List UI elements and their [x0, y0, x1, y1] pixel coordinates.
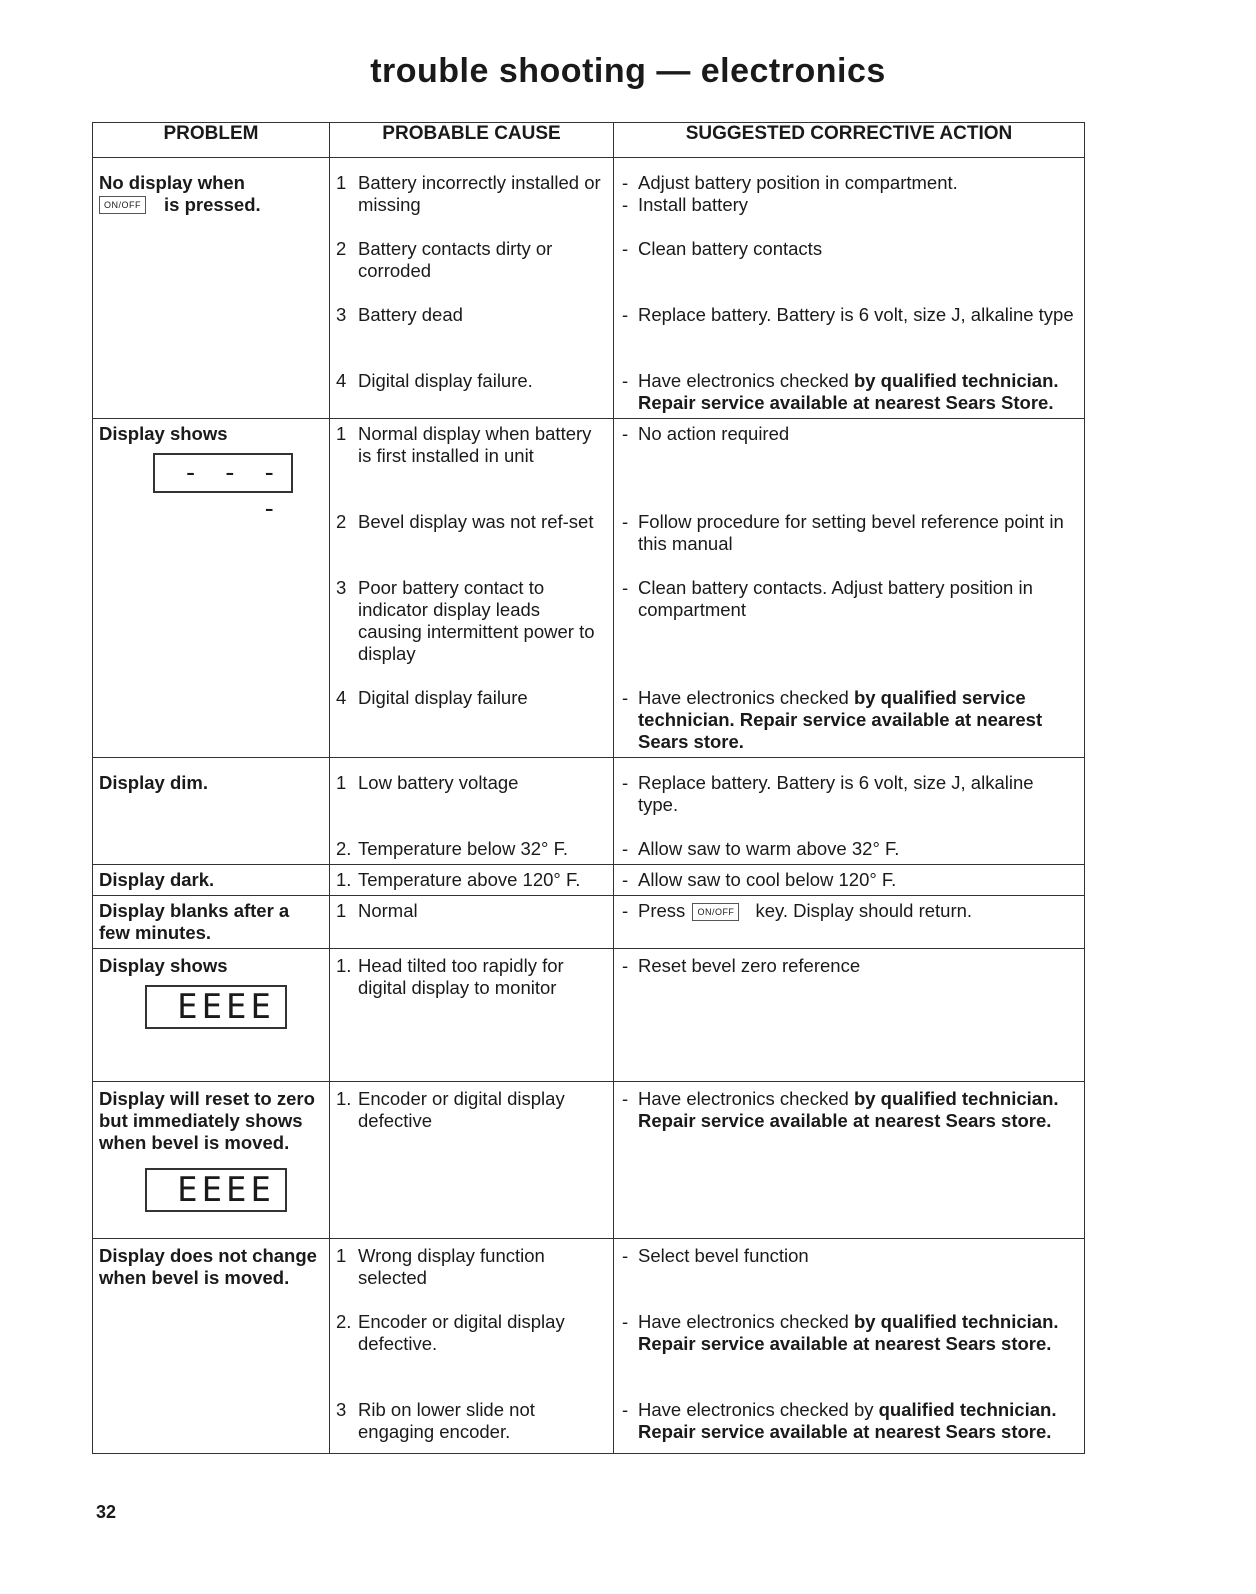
- action-text: Install battery: [638, 194, 749, 215]
- bullet-dash: -: [622, 1088, 629, 1109]
- bullet-dash: -: [622, 194, 629, 215]
- bullet-dash: -: [622, 423, 629, 444]
- action-group: [620, 772, 1078, 838]
- table-row: [93, 1082, 1085, 1239]
- cause-text: Temperature above 120° F.: [358, 869, 581, 890]
- cause-text: Encoder or digital display defective.: [358, 1311, 565, 1354]
- cause-cell: [330, 1082, 614, 1239]
- header-probable-cause: PROBABLE CAUSE: [330, 123, 614, 158]
- bullet-dash: -: [622, 772, 629, 793]
- cause-cell: [330, 896, 614, 949]
- cause-item: [336, 1399, 607, 1443]
- cause-item: [336, 687, 607, 709]
- page-number: 32: [96, 1502, 117, 1522]
- table-row: [93, 949, 1085, 1082]
- action-group: [620, 304, 1078, 370]
- action-text: Follow procedure for setting bevel reference point in this manual: [638, 511, 1064, 554]
- cause-number: 3: [336, 1399, 347, 1420]
- cause-item: [336, 772, 607, 838]
- lcd-display-icon: - - - -: [153, 453, 293, 493]
- cause-number: 1: [336, 772, 347, 793]
- action-text: Select bevel function: [638, 1245, 809, 1266]
- cause-cell: [330, 1239, 614, 1454]
- header-corrective-action: SUGGESTED CORRECTIVE ACTION: [614, 123, 1085, 158]
- bullet-dash: -: [622, 869, 629, 890]
- table-row: [93, 419, 1085, 758]
- cause-number: 1: [336, 900, 347, 921]
- action-text: No action required: [638, 423, 790, 444]
- cause-item: [336, 238, 607, 304]
- cause-number: 2.: [336, 838, 352, 859]
- cause-text: Battery incorrectly installed or missing: [358, 172, 601, 215]
- cause-number: 1.: [336, 1088, 352, 1109]
- action-text-bold: by qualified technician. Repair service available at nearest Sears store.: [638, 1311, 1059, 1354]
- table-row: [93, 865, 1085, 896]
- problem-cell: [93, 1082, 330, 1239]
- cause-item: [336, 370, 607, 392]
- action-group: [620, 1311, 1078, 1399]
- cause-text: Poor battery contact to indicator display leads causing intermittent power to display: [358, 577, 595, 664]
- bullet-dash: -: [622, 1399, 629, 1420]
- action-cell: [614, 158, 1085, 419]
- cause-number: 2: [336, 511, 347, 532]
- cause-cell: [330, 949, 614, 1082]
- bullet-dash: -: [622, 172, 629, 193]
- action-group: [620, 955, 1078, 1071]
- problem-text: Display shows: [99, 955, 228, 976]
- problem-text: Display blanks after a few minutes.: [99, 900, 290, 943]
- action-text-bold: qualified technician. Repair service available at nearest Sears store.: [638, 1399, 1057, 1442]
- problem-cell: [93, 419, 330, 758]
- action-text-bold: by qualified technician. Repair service available at nearest Sears Store.: [638, 370, 1059, 413]
- cause-item: [336, 1245, 607, 1311]
- bullet-dash: -: [622, 1245, 629, 1266]
- cause-item: [336, 511, 607, 577]
- bullet-dash: -: [622, 1311, 629, 1332]
- problem-text: Display dim.: [99, 772, 208, 793]
- problem-cell: [93, 158, 330, 419]
- problem-cell: [93, 896, 330, 949]
- action-text-bold: by qualified technician. Repair service available at nearest Sears store.: [638, 1088, 1059, 1131]
- action-text-bold: by qualified service technician. Repair service available at nearest Sears store.: [638, 687, 1043, 752]
- cause-item: [336, 577, 607, 687]
- cause-number: 1: [336, 172, 347, 193]
- action-group: [620, 238, 1078, 304]
- problem-cell: [93, 758, 330, 865]
- cause-text: Normal display when battery is first installed in unit: [358, 423, 592, 466]
- cause-number: 4: [336, 687, 347, 708]
- action-text: Have electronics checked: [638, 370, 854, 391]
- cause-item: [336, 1311, 607, 1399]
- cause-item: [336, 1088, 607, 1228]
- action-group: [620, 900, 1078, 922]
- lcd-display-icon: EEEE: [145, 1168, 287, 1212]
- action-text: Press: [638, 900, 686, 921]
- action-group: [620, 687, 1078, 753]
- action-text: Allow saw to cool below 120° F.: [638, 869, 897, 890]
- action-cell: [614, 1082, 1085, 1239]
- cause-number: 2: [336, 238, 347, 259]
- table-row: [93, 896, 1085, 949]
- cause-number: 1: [336, 423, 347, 444]
- action-group: [620, 1399, 1078, 1443]
- cause-text: Battery contacts dirty or corroded: [358, 238, 553, 281]
- action-group: [620, 370, 1078, 414]
- problem-cell: [93, 865, 330, 896]
- cause-item: [336, 172, 607, 238]
- cause-number: 1.: [336, 955, 352, 976]
- on-off-key-icon: ON/OFF: [99, 196, 146, 214]
- bullet-dash: -: [622, 838, 629, 859]
- problem-text: Display shows: [99, 423, 228, 444]
- header-problem: PROBLEM: [93, 123, 330, 158]
- bullet-dash: -: [622, 687, 629, 708]
- bullet-dash: -: [622, 304, 629, 325]
- action-cell: [614, 896, 1085, 949]
- troubleshooting-table: [92, 122, 1085, 1454]
- on-off-key-icon: ON/OFF: [692, 903, 739, 921]
- cause-number: 4: [336, 370, 347, 391]
- action-group: [620, 1245, 1078, 1311]
- action-cell: [614, 419, 1085, 758]
- action-text-suffix: key. Display should return.: [755, 900, 973, 921]
- cause-number: 1: [336, 1245, 347, 1266]
- cause-cell: [330, 758, 614, 865]
- action-text: Clean battery contacts: [638, 238, 823, 259]
- action-group: [620, 511, 1078, 577]
- problem-cell: [93, 1239, 330, 1454]
- table-row: [93, 158, 1085, 419]
- cause-number: 3: [336, 304, 347, 325]
- cause-text: Rib on lower slide not engaging encoder.: [358, 1399, 535, 1442]
- cause-item: [336, 304, 607, 370]
- action-cell: [614, 758, 1085, 865]
- action-group: [620, 1088, 1078, 1228]
- action-text: Allow saw to warm above 32° F.: [638, 838, 900, 859]
- lcd-display-icon: EEEE: [145, 985, 287, 1029]
- cause-item: [336, 838, 607, 860]
- action-text: Reset bevel zero reference: [638, 955, 861, 976]
- cause-item: [336, 423, 607, 511]
- cause-number: 1.: [336, 869, 352, 890]
- action-text: Have electronics checked: [638, 1311, 854, 1332]
- cause-number: 2.: [336, 1311, 352, 1332]
- action-text: Clean battery contacts. Adjust battery position in compartment: [638, 577, 1033, 620]
- header-row: [93, 123, 1085, 158]
- cause-text: Encoder or digital display defective: [358, 1088, 565, 1131]
- cause-number: 3: [336, 577, 347, 598]
- action-cell: [614, 949, 1085, 1082]
- action-group: [620, 172, 1078, 238]
- action-text: Have electronics checked by: [638, 1399, 879, 1420]
- action-cell: [614, 865, 1085, 896]
- cause-cell: [330, 419, 614, 758]
- cause-item: [336, 955, 607, 1071]
- cause-text: Normal: [358, 900, 418, 921]
- action-group: [620, 869, 1078, 891]
- page-title: trouble shooting — electronics: [370, 52, 886, 90]
- cause-text: Digital display failure: [358, 687, 528, 708]
- action-text: Replace battery. Battery is 6 volt, size J, alkaline type: [638, 304, 1074, 325]
- cause-item: [336, 869, 607, 891]
- bullet-dash: -: [622, 511, 629, 532]
- problem-text-suffix: is pressed.: [164, 194, 261, 215]
- bullet-dash: -: [622, 955, 629, 976]
- cause-cell: [330, 158, 614, 419]
- cause-text: Battery dead: [358, 304, 463, 325]
- problem-cell: [93, 949, 330, 1082]
- cause-text: Wrong display function selected: [358, 1245, 545, 1288]
- problem-text: Display will reset to zero but immediately shows when bevel is moved.: [99, 1088, 315, 1153]
- table-row: [93, 758, 1085, 865]
- cause-text: Digital display failure.: [358, 370, 533, 391]
- cause-cell: [330, 865, 614, 896]
- bullet-dash: -: [622, 370, 629, 391]
- problem-text: Display dark.: [99, 869, 215, 890]
- problem-text: Display does not change when bevel is moved.: [99, 1245, 317, 1288]
- action-cell: [614, 1239, 1085, 1454]
- action-text: Adjust battery position in compartment.: [638, 172, 958, 193]
- bullet-dash: -: [622, 238, 629, 259]
- table-row: [93, 1239, 1085, 1454]
- cause-text: Head tilted too rapidly for digital display to monitor: [358, 955, 564, 998]
- cause-text: Low battery voltage: [358, 772, 519, 793]
- bullet-dash: -: [622, 577, 629, 598]
- bullet-dash: -: [622, 900, 629, 921]
- action-group: [620, 838, 1078, 860]
- cause-text: Bevel display was not ref-set: [358, 511, 594, 532]
- action-text: Have electronics checked: [638, 1088, 854, 1109]
- action-text: Have electronics checked: [638, 687, 854, 708]
- cause-item: [336, 900, 607, 922]
- problem-text: No display when: [99, 172, 245, 193]
- action-group: [620, 577, 1078, 687]
- action-text: Replace battery. Battery is 6 volt, size J, alkaline type.: [638, 772, 1034, 815]
- cause-text: Temperature below 32° F.: [358, 838, 568, 859]
- action-group: [620, 423, 1078, 511]
